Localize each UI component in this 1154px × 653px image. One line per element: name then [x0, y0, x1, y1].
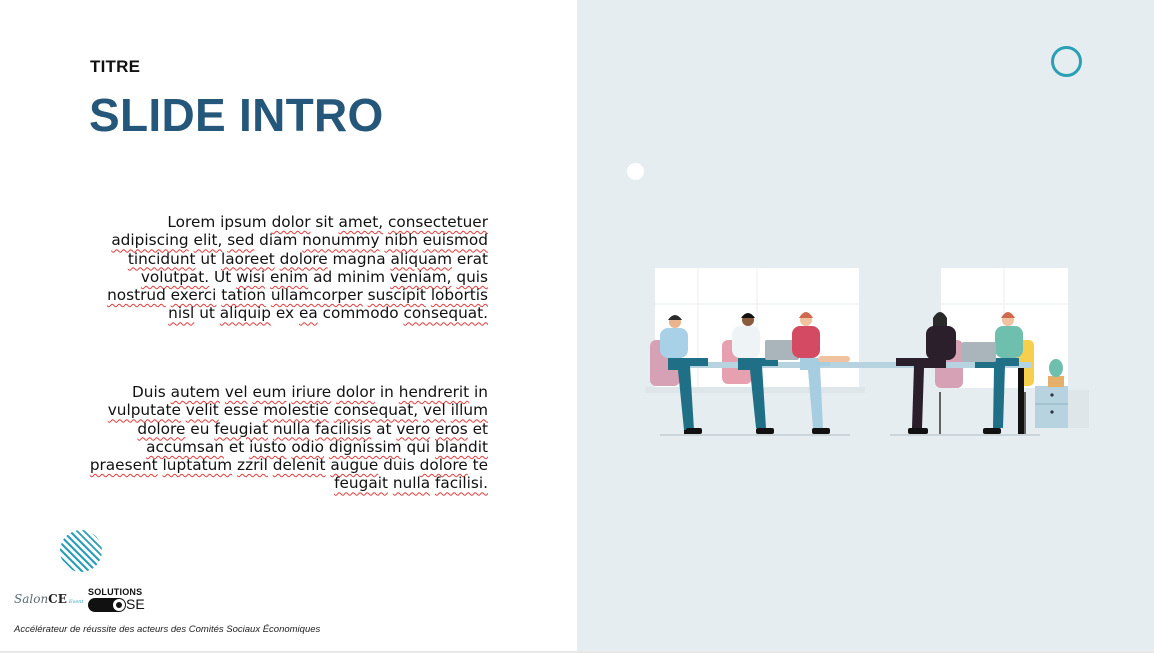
- paragraph-word: illum: [450, 401, 488, 420]
- paragraph-word: at: [376, 419, 392, 438]
- toggle-knob: [113, 599, 125, 611]
- salon-ce-logo: [14, 592, 84, 606]
- paragraph-word: odio: [291, 437, 324, 456]
- toggle-icon: [88, 598, 126, 612]
- paragraph-word: minim: [337, 267, 386, 286]
- paragraph-word: eros: [435, 419, 468, 438]
- paragraph-word: consectetuer: [387, 213, 488, 231]
- paragraph-word: laoreet: [220, 249, 275, 268]
- paragraph-word: molestie: [263, 401, 329, 420]
- paragraph-word: iusto: [249, 437, 287, 456]
- paragraph-word: nulla: [272, 419, 311, 438]
- paragraph-word: aliquam: [390, 249, 453, 268]
- paragraph-word: dignissim: [328, 437, 402, 456]
- paragraph-word: erat: [456, 249, 488, 268]
- paragraph-word: adipiscing: [111, 231, 189, 250]
- paragraph-word: esse: [223, 401, 259, 420]
- paragraph-word: eu: [190, 419, 210, 438]
- paragraph-word: ut: [200, 249, 217, 268]
- paragraph-word: duis: [383, 456, 415, 475]
- paragraph-word: diam: [259, 231, 298, 250]
- paragraph-word: Duis: [132, 383, 166, 401]
- paragraph-word: in: [474, 383, 488, 401]
- paragraph-word: dolor: [271, 213, 311, 231]
- paragraph-word: amet,: [338, 213, 384, 231]
- paragraph-word: commodo: [322, 304, 399, 323]
- salon-logo-text: Salon: [14, 592, 49, 606]
- paragraph-word: nibh: [384, 231, 418, 250]
- paragraph-word: te: [472, 456, 488, 475]
- paragraph-word: euismod: [422, 231, 488, 250]
- paragraph-word: magna: [332, 249, 386, 268]
- paragraph-word: dolore: [137, 419, 186, 438]
- dot-icon: [627, 163, 644, 180]
- paragraph-word: ex: [275, 304, 295, 323]
- paragraph-word: Lorem: [167, 213, 216, 231]
- paragraph-word: nulla: [392, 474, 431, 493]
- paragraph-word: tation: [221, 286, 266, 305]
- paragraph-word: ipsum: [220, 213, 267, 231]
- body-paragraph-2[interactable]: [88, 383, 488, 493]
- paragraph-word: exerci: [170, 286, 217, 305]
- paragraph-word: sed: [227, 231, 255, 250]
- paragraph-word: vel: [423, 401, 446, 420]
- paragraph-word: consequat,: [333, 401, 419, 420]
- paragraph-word: autem: [170, 383, 220, 401]
- paragraph-word: zzril: [237, 456, 268, 475]
- paragraph-word: et: [472, 419, 488, 438]
- paragraph-word: accumsan: [146, 437, 224, 456]
- paragraph-word: elit,: [193, 231, 223, 250]
- paragraph-word: wisi: [236, 267, 266, 286]
- paragraph-word: enim: [269, 267, 309, 286]
- solutions-logo-label: SOLUTIONS: [88, 587, 143, 597]
- striped-circle-icon: [60, 530, 102, 572]
- paragraph-word: delenit: [272, 456, 326, 475]
- ring-icon: [1051, 46, 1082, 77]
- paragraph-word: Ut: [214, 267, 232, 286]
- paragraph-word: et: [228, 437, 245, 456]
- paragraph-word: aliquip: [219, 304, 272, 323]
- paragraph-word: velit: [185, 401, 219, 420]
- paragraph-word: volutpat.: [140, 267, 210, 286]
- salon-logo-ce: CE: [48, 592, 67, 606]
- paragraph-word: vulputate: [107, 401, 181, 420]
- paragraph-word: ea: [298, 304, 318, 323]
- paragraph-word: qui: [406, 437, 431, 456]
- paragraph-word: veniam,: [389, 267, 452, 286]
- paragraph-word: feugiat: [214, 419, 269, 438]
- paragraph-word: vel: [224, 383, 248, 401]
- paragraph-word: eum: [252, 383, 287, 401]
- paragraph-word: dolore: [419, 456, 468, 475]
- paragraph-word: consequat.: [403, 304, 488, 323]
- paragraph-word: dolor: [336, 383, 376, 401]
- paragraph-word: in: [379, 383, 394, 401]
- paragraph-word: tincidunt: [127, 249, 196, 268]
- paragraph-word: nonummy: [302, 231, 380, 250]
- slide-kicker[interactable]: TITRE: [90, 57, 141, 76]
- paragraph-word: vero: [396, 419, 431, 438]
- paragraph-word: iriure: [291, 383, 332, 401]
- paragraph-word: facilisi.: [434, 474, 488, 493]
- tagline: Accélérateur de réussite des acteurs des Comités Sociaux Économiques: [14, 624, 321, 635]
- paragraph-word: feugait: [334, 474, 388, 493]
- paragraph-word: nostrud: [107, 286, 166, 305]
- body-paragraph-1[interactable]: [88, 213, 488, 323]
- meeting-illustration-icon: [640, 262, 1095, 442]
- salon-logo-small: Event: [68, 599, 84, 605]
- paragraph-word: ullamcorper: [270, 286, 363, 305]
- paragraph-word: quis: [456, 267, 488, 286]
- paragraph-word: ut: [199, 304, 215, 323]
- paragraph-word: praesent: [89, 456, 158, 475]
- paragraph-word: ad: [313, 267, 333, 286]
- paragraph-word: lobortis: [430, 286, 488, 305]
- paragraph-word: suscipit: [367, 286, 426, 305]
- paragraph-word: hendrerit: [398, 383, 470, 401]
- paragraph-word: augue: [330, 456, 379, 475]
- solutions-logo-word: SE: [126, 596, 145, 612]
- paragraph-word: luptatum: [162, 456, 233, 475]
- paragraph-word: nisl: [168, 304, 195, 323]
- paragraph-word: sit: [315, 213, 334, 231]
- paragraph-word: facilisis: [315, 419, 372, 438]
- slide-title[interactable]: SLIDE INTRO: [89, 89, 384, 141]
- paragraph-word: blandit: [435, 437, 488, 456]
- paragraph-word: dolore: [279, 249, 328, 268]
